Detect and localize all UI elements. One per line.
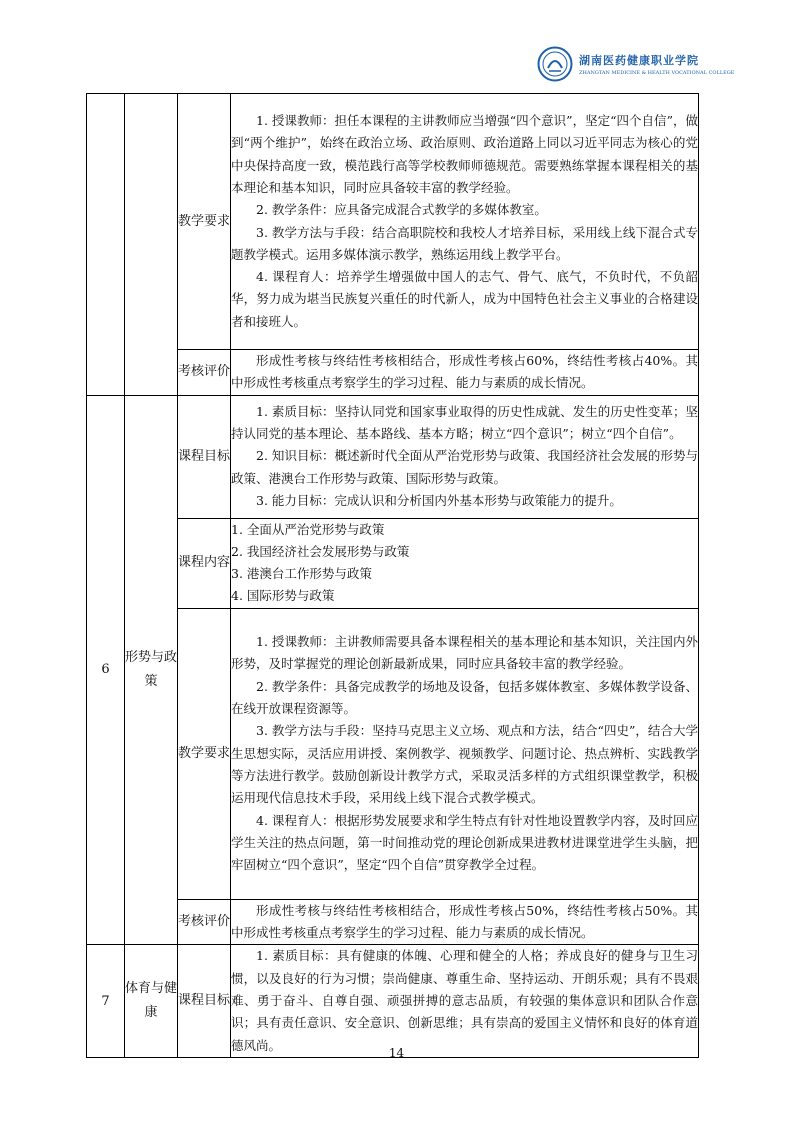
course-name: 体育与健康 xyxy=(125,981,178,1021)
content-list-cell xyxy=(231,518,699,608)
goal-para: 2. 知识目标：概述新时代全面从严治党形势与政策、我国经济社会发展的形势与政策、港澳台工作形势与政策、国际形势与政策。 xyxy=(231,448,698,486)
table-row xyxy=(87,395,699,518)
teaching-label-cell xyxy=(178,94,231,350)
teaching-content-cell xyxy=(231,608,699,899)
teaching-label: 教学要求 xyxy=(178,213,231,229)
teaching-para: 1. 授课教师：主讲教师需要具备本课程相关的基本理论和基本知识，关注国内外形势，及时掌握党的理论创新最新成果，同时应具备较丰富的教学经验。 xyxy=(231,634,698,672)
assess-text: 形成性考核与终结性考核相结合，形成性考核占60%，终结性考核占40%。其中形成性考核重点考察学生的学习过程、能力与素质的成长情况。 xyxy=(231,353,698,391)
assess-label: 考核评价 xyxy=(178,364,231,380)
teaching-content-cell xyxy=(231,94,699,350)
school-emblem-icon xyxy=(537,46,573,82)
goal-label: 课程目标 xyxy=(178,448,231,464)
school-name-cn: 湖南医药健康职业学院 xyxy=(579,54,699,67)
page-number: 14 xyxy=(388,1046,405,1060)
content-list-item: 3. 港澳台工作形势与政策 xyxy=(231,566,372,582)
table-row xyxy=(87,350,699,396)
table-row xyxy=(87,94,699,350)
curriculum-table xyxy=(86,93,699,1058)
course-name-cell xyxy=(125,945,178,1057)
content-label: 课程内容 xyxy=(178,555,231,571)
assess-text: 形成性考核与终结性考核相结合，形成性考核占50%，终结性考核占50%。其中形成性考核重点考察学生的学习过程、能力与素质的成长情况。 xyxy=(231,902,698,941)
teaching-para: 4. 课程育人：根据形势发展要求和学生特点有针对性地设置教学内容，及时回应学生关注的热点问题，第一时间推动党的理论创新成果进教材进课堂进学生头脑，把牢固树立“四个意识”，坚定“四个自信”贯穿教学全过程。 xyxy=(231,812,698,873)
row-number-cell xyxy=(87,945,125,1057)
goal-label: 课程目标 xyxy=(178,993,231,1009)
teaching-para: 4. 课程育人：培养学生增强做中国人的志气、骨气、底气，不负时代，不负韶华，努力成为堪当民族复兴重任的时代新人，成为中国特色社会主义事业的合格建设者和接班人。 xyxy=(231,269,698,329)
course-name-cell xyxy=(125,395,178,945)
course-name: 形势与政策 xyxy=(125,649,178,689)
table-row xyxy=(87,518,699,608)
school-logo xyxy=(537,44,735,84)
content-list-item: 4. 国际形势与政策 xyxy=(231,588,335,604)
content-label-cell xyxy=(178,518,231,608)
school-name-en: ZHANGTAN MEDICINE & HEALTH VOCATIONAL COLLEGE xyxy=(579,70,735,76)
table-row xyxy=(87,608,699,899)
assess-label: 考核评价 xyxy=(178,914,231,930)
content-list-item: 2. 我国经济社会发展形势与政策 xyxy=(231,543,410,559)
content-list-item: 1. 全面从严治党形势与政策 xyxy=(231,521,385,537)
teaching-para: 2. 教学条件：应具备完成混合式教学的多媒体教室。 xyxy=(256,202,547,218)
teaching-para: 3. 教学方法与手段：坚持马克思主义立场、观点和方法，结合“四史”，结合大学生思想实际，灵活应用讲授、案例教学、视频教学、问题讨论、热点辨析、实践教学等方法进行教学。鼓励创新设计教学方式，采取灵活多样的方式组织课堂教学，积极运用现代信息技术手段，采用线上线下混合式教学模式。 xyxy=(231,723,698,806)
goal-para: 1. 素质目标：具有健康的体魄、心理和健全的人格；养成良好的健身与卫生习惯，以及良好的行为习惯；崇尚健康、尊重生命、坚持运动、开朗乐观；具有不畏艰难、勇于奋斗、自尊自强、顽强拼搏的意志品质，有较强的集体意识和团队合作意识；具有责任意识、安全意识、创新思维；具有崇高的爱国主义情怀和良好的体育道德风尚。 xyxy=(231,948,698,1053)
goal-content-cell xyxy=(231,395,699,518)
course-name-cell xyxy=(125,94,178,396)
teaching-label: 教学要求 xyxy=(178,745,231,761)
teaching-label-cell xyxy=(178,608,231,899)
assess-label-cell xyxy=(178,350,231,396)
table-row xyxy=(87,945,699,1057)
row-number: 7 xyxy=(101,993,110,1009)
row-number-cell xyxy=(87,395,125,945)
goal-label-cell xyxy=(178,945,231,1057)
goal-para: 3. 能力目标：完成认识和分析国内外基本形势与政策能力的提升。 xyxy=(256,493,622,509)
row-number: 6 xyxy=(101,662,110,678)
goal-content-cell xyxy=(231,945,699,1057)
row-number-cell xyxy=(87,94,125,396)
teaching-para: 2. 教学条件：具备完成教学的场地及设备，包括多媒体教室、多媒体教学设备、在线开放课程资源等。 xyxy=(231,678,698,717)
goal-label-cell xyxy=(178,395,231,518)
teaching-para: 1. 授课教师：担任本课程的主讲教师应当增强“四个意识”，坚定“四个自信”，做到“两个维护”，始终在政治立场、政治原则、政治道路上同以习近平同志为核心的党中央保持高度一致，模范践行高等学校教师师德规范。需要熟练掌握本课程相关的基本理论和基本知识，同时应具备较丰富的教学经验。 xyxy=(231,113,698,195)
assess-label-cell xyxy=(178,899,231,945)
assess-content-cell xyxy=(231,350,699,396)
table-row xyxy=(87,899,699,945)
assess-content-cell xyxy=(231,899,699,945)
teaching-para: 3. 教学方法与手段：结合高职院校和我校人才培养目标，采用线上线下混合式专题教学模式。运用多媒体演示教学，熟练运用线上教学平台。 xyxy=(231,224,698,262)
goal-para: 1. 素质目标：坚持认同党和国家事业取得的历史性成就、发生的历史性变革；坚持认同党的基本理论、基本路线、基本方略；树立“四个意识”；树立“四个自信”。 xyxy=(231,403,698,442)
